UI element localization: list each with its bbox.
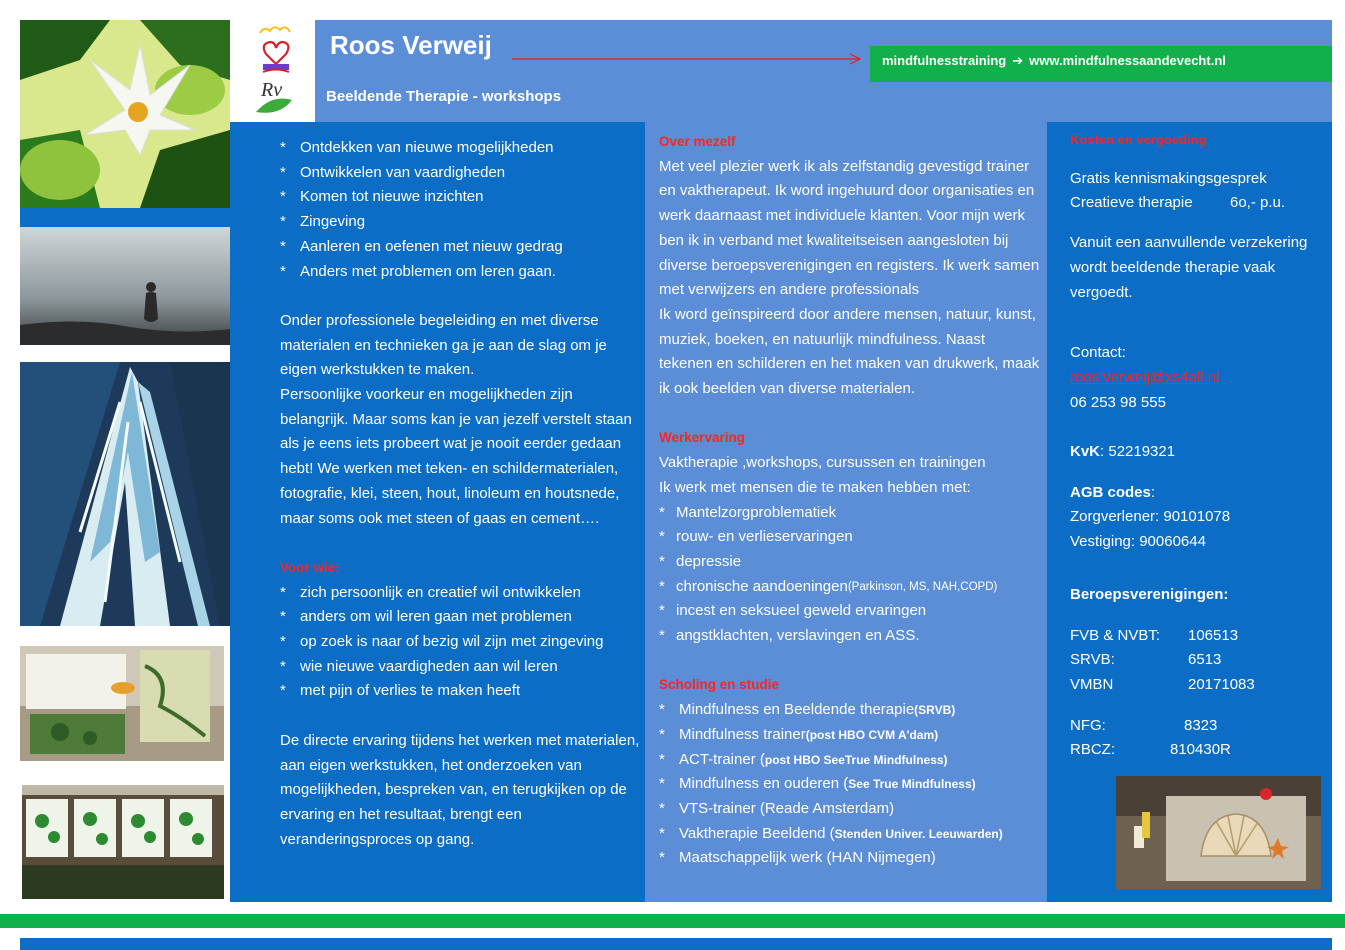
education-item: * Mindfulness trainer (post HBO CVM A'dam)	[659, 725, 939, 743]
agb-zorgverlener: Zorgverlener: 90101078	[1070, 508, 1231, 526]
associations-heading: Beroepsverenigingen:	[1070, 585, 1229, 603]
logo-monogram: Rv	[261, 79, 283, 101]
photo-divider	[20, 208, 230, 228]
goal-item: * Ontdekken van nieuwe mogelijkheden	[280, 139, 554, 156]
footer-green-bar	[0, 914, 1345, 928]
for-who-item: * met pijn of verlies te maken heeft	[280, 682, 521, 700]
education-item: * ACT-trainer ( post HBO SeeTrue Mindfulness)	[659, 750, 948, 768]
education-item: * Mindfulness en ouderen ( See True Mindfulness)	[659, 775, 976, 793]
header-name: Roos Verweij	[330, 30, 492, 60]
free-intake: Gratis kennismakingsgesprek	[1070, 169, 1267, 187]
artwork-display-photo	[22, 785, 224, 899]
insurance-text: Vanuit een aanvullende verzekering wordt beeldende therapie vaak vergoedt.	[1070, 234, 1308, 301]
costs-heading: Kosten en vergoeding	[1070, 132, 1207, 147]
kvk-number: KvK: 52219321	[1070, 443, 1176, 461]
creative-therapy-price: Creatieve therapie 6o,- p.u.	[1070, 194, 1286, 212]
experience-item: * angstklachten, verslavingen en ASS.	[659, 627, 920, 645]
education-item: * VTS-trainer (Reade Amsterdam)	[659, 799, 895, 817]
goal-item: * Anders met problemen om leren gaan.	[280, 262, 556, 280]
shell-sculpture-photo	[1116, 776, 1321, 889]
registration-row: SRVB: 6513	[1070, 651, 1222, 669]
registration-row: VMBN 20171083	[1070, 675, 1255, 693]
experience-item: * chronische aandoeningen (Parkinson, MS, NAH,COPD)	[659, 577, 998, 595]
registration-row: NFG: 8323	[1070, 716, 1218, 734]
experience-item: * Mantelzorgproblematiek	[659, 503, 837, 521]
agb-heading: AGB codes:	[1070, 483, 1156, 501]
silhouette-sea-photo	[20, 227, 230, 345]
education-heading: Scholing en studie	[659, 677, 780, 693]
phone-number: 06 253 98 555	[1070, 393, 1166, 411]
agb-vestiging: Vestiging: 90060644	[1070, 533, 1206, 551]
intro-paragraph-2: Persoonlijke voorkeur en mogelijkheden zijn belangrijk. Maar soms kan je van jezelf verstelt staan als je eens iets probeert wat je nooit eerder gedaan hebt! We werken met teken- en schildermaterialen, fotografie, klei, steen, hout, linoleum en houtsnede, maar soms ook met steen of gaas en cement….	[280, 386, 632, 527]
footer-blue-bar	[20, 938, 1332, 950]
for-who-item: * op zoek is naar of bezig wil zijn met zingeving	[280, 633, 604, 651]
about-heading: Over mezelf	[659, 134, 736, 149]
wave-painting-photo	[20, 362, 230, 626]
website-banner-text[interactable]	[882, 53, 1226, 69]
goal-item: * Ontwikkelen van vaardigheden	[280, 163, 506, 181]
email-link[interactable]: roos.verweij@xs4all.nl	[1070, 368, 1220, 386]
left-column-text	[280, 136, 640, 852]
goal-item: * Zingeving	[280, 213, 366, 231]
header-subtitle: Beeldende Therapie - workshops	[326, 88, 562, 105]
closing-paragraph: De directe ervaring tijdens het werken met materialen, aan eigen werkstukken, het onderzoeken van mogelijkheden, bespreken van, en terugkijken op de ervaring en het resultaat, brengt een veranderingsproces op gang.	[280, 731, 640, 848]
experience-item: * depressie	[659, 552, 742, 570]
experience-item: * incest en seksueel geweld ervaringen	[659, 602, 927, 620]
experience-item: * rouw- en verlieservaringen	[659, 528, 853, 546]
for-who-item: * wie nieuwe vaardigheden aan wil leren	[280, 657, 558, 675]
education-item: * Maatschappelijk werk (HAN Nijmegen)	[659, 849, 936, 867]
for-who-item: * anders om wil leren gaan met problemen	[280, 608, 572, 626]
middle-column-text	[659, 130, 1041, 902]
experience-line: Vaktherapie ,workshops, cursussen en trainingen	[659, 454, 986, 472]
education-item: * Mindfulness en Beeldende therapie (SRVB)	[659, 701, 956, 719]
mindfulness-label: mindfulnesstraining	[882, 53, 1007, 68]
logo	[250, 20, 315, 122]
registration-row: RBCZ: 810430R	[1070, 741, 1231, 759]
arrow-icon: ➔	[1012, 53, 1024, 68]
red-arrow-line	[510, 52, 866, 66]
website-link[interactable]: www.mindfulnessaandevecht.nl	[1029, 53, 1226, 68]
registration-row: FVB & NVBT: 106513	[1070, 626, 1239, 644]
intro-paragraph: Onder professionele begeleiding en met diverse materialen en technieken ga je aan de slag om je eigen werkstukken te maken.	[280, 311, 607, 379]
waterlily-photo	[20, 20, 230, 208]
artwork-table-photo	[20, 646, 224, 761]
about-paragraph-2: Ik word geïnspireerd door andere mensen, natuur, kunst, muziek, boeken, en natuurlijk mindfulness. Naast tekenen en schilderen en het maken van drukwerk, maak ik ook beelden van diverse materialen.	[659, 305, 1040, 398]
education-item: * Vaktherapie Beeldend ( Stenden Univer. Leeuwarden)	[659, 824, 1003, 842]
about-paragraph: Met veel plezier werk ik als zelfstandig gevestigd trainer en vaktherapeut. Ik word ingehuurd door organisaties en werk daarnaast met individuele klanten. Voor mijn werk ben ik in verband met kwaliteitseisen aangesloten bij diverse beroepsverenigingen en registers. Ik werk samen met verwijzers en andere professionals	[659, 157, 1040, 299]
right-column-text	[1070, 128, 1325, 763]
for-who-item: * zich persoonlijk en creatief wil ontwikkelen	[280, 583, 581, 601]
goal-item: * Komen tot nieuwe inzichten	[280, 188, 484, 206]
for-who-heading: Voor wie:	[280, 559, 340, 575]
goal-item: * Aanleren en oefenen met nieuw gedrag	[280, 237, 563, 255]
contact-label: Contact:	[1070, 344, 1126, 362]
experience-heading: Werkervaring	[659, 430, 746, 446]
experience-line: Ik werk met mensen die te maken hebben met:	[659, 478, 971, 496]
